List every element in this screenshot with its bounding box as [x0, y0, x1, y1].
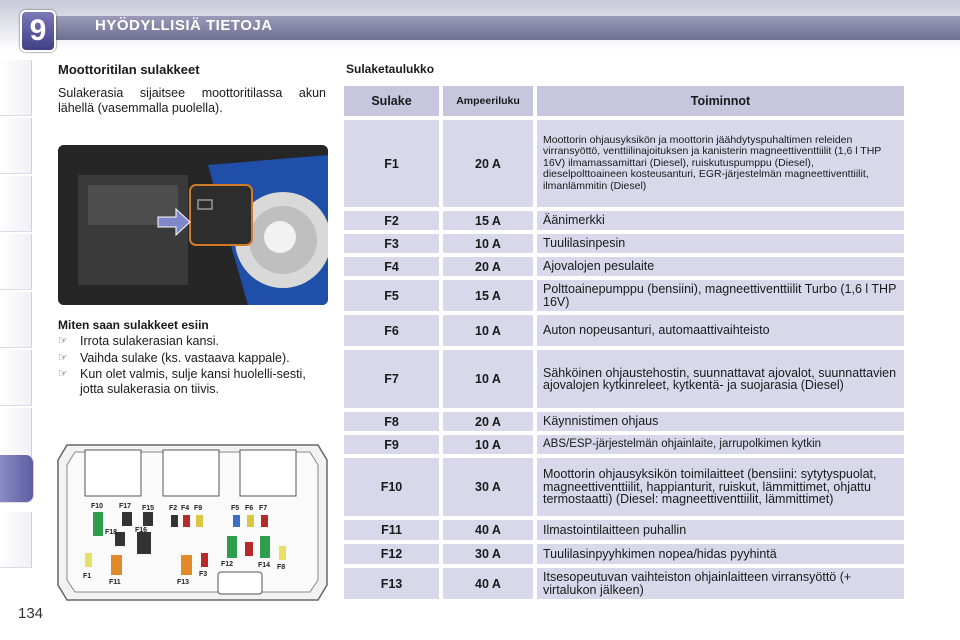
intro-paragraph: Sulakerasia sijaitsee moottoritilassa akun lähellä (vasemmalla puolella). [58, 86, 326, 115]
fuse-id: F8 [344, 412, 439, 431]
table-row [344, 257, 904, 276]
fuse-F6 [247, 515, 254, 527]
svg-text:F5: F5 [231, 505, 240, 512]
relay-slot-3 [240, 450, 296, 496]
fuse-amperage: 30 A [443, 458, 533, 516]
fuse-function: Itsesopeutuvan vaihteiston ohjainlaitteen virransyöttö (+ virtalukon jälkeen) [537, 568, 904, 599]
table-row [344, 568, 904, 599]
fuse-F13 [181, 555, 192, 575]
chapter-tab-5[interactable] [0, 292, 32, 348]
fuse-function: Käynnistimen ohjaus [537, 412, 904, 431]
header-amperage: Ampeeriluku [443, 86, 533, 116]
table-title: Sulaketaulukko [346, 62, 435, 76]
spare-slot [218, 572, 262, 594]
table-row [344, 412, 904, 431]
fuse-amperage: 20 A [443, 257, 533, 276]
relay-slot-2 [163, 450, 219, 496]
svg-text:F1: F1 [83, 573, 92, 580]
chapter-tab-6[interactable] [0, 350, 32, 406]
fuse-F15 [143, 512, 153, 526]
chapter-title: HYÖDYLLISIÄ TIETOJA [95, 17, 273, 34]
hand-pointer-icon: ☞ [58, 335, 68, 347]
fuse-id: F13 [344, 568, 439, 599]
table-row [344, 435, 904, 454]
fuse-function: Tuulilasinpyyhkimen nopea/hidas pyyhintä [537, 544, 904, 564]
chapter-tab-1[interactable] [0, 60, 32, 116]
fuse-amperage: 30 A [443, 544, 533, 564]
svg-text:F13: F13 [177, 579, 190, 586]
header-functions: Toiminnot [537, 86, 904, 116]
table-row [344, 520, 904, 540]
fuse-F2 [171, 515, 178, 527]
fuse-box-highlight [190, 185, 252, 245]
howto-step-1: ☞ Irrota sulakerasian kansi. [58, 334, 219, 348]
fuse-function: Ajovalojen pesulaite [537, 257, 904, 276]
svg-text:F8: F8 [277, 564, 286, 571]
fuse-F11 [111, 555, 122, 575]
table-row [344, 234, 904, 253]
hand-pointer-icon: ☞ [58, 368, 68, 380]
fuse-function: Polttoainepumppu (bensiini), magneettiventtiilit Turbo (1,6 l THP 16V) [537, 280, 904, 311]
svg-text:F3: F3 [199, 571, 208, 578]
header-fuse: Sulake [344, 86, 439, 116]
svg-text:F17: F17 [119, 503, 132, 510]
fuse-F12 [227, 536, 237, 558]
howto-step-2: ☞ Vaihda sulake (ks. vastaava kappale). [58, 350, 290, 365]
svg-text:F6: F6 [245, 505, 254, 512]
fuse-F3 [201, 553, 208, 567]
svg-text:F4: F4 [181, 505, 190, 512]
chapter-tab-4[interactable] [0, 234, 32, 290]
fuse-function: Äänimerkki [537, 211, 904, 230]
chapter-tab-10[interactable] [0, 512, 32, 568]
fuse-F5 [233, 515, 240, 527]
chapter-tab-3[interactable] [0, 176, 32, 232]
fuse-F4 [183, 515, 190, 527]
fuse-function: Sähköinen ohjaustehostin, suunnattavat ajovalot, suunnattavien ajovalojen kytkinreleet, kytkentä- ja suojarasia (Diesel) [537, 350, 904, 408]
howto-list [58, 334, 330, 398]
chapter-tabs [0, 60, 36, 580]
table-row [344, 458, 904, 516]
fuse-id: F3 [344, 234, 439, 253]
fuse-table [344, 86, 904, 603]
fuse-F7 [261, 515, 268, 527]
howto-step-3: ☞ Kun olet valmis, sulje kansi huolelli-sesti, jotta sulakerasia on tiivis. [58, 367, 306, 396]
svg-text:F10: F10 [91, 503, 104, 510]
svg-text:F16: F16 [135, 527, 148, 534]
fuse-amperage: 15 A [443, 280, 533, 311]
fuse-amperage: 10 A [443, 315, 533, 346]
table-row [344, 350, 904, 408]
fuse-id: F1 [344, 120, 439, 207]
engine-bay-photo [58, 145, 328, 305]
svg-text:F18: F18 [105, 529, 118, 536]
fuse-id: F12 [344, 544, 439, 564]
fuse-id: F11 [344, 520, 439, 540]
hand-pointer-icon: ☞ [58, 351, 68, 364]
svg-text:F15: F15 [142, 505, 155, 512]
chapter-tab-9-active[interactable] [0, 455, 34, 503]
svg-text:F11: F11 [109, 579, 121, 586]
svg-text:F14: F14 [258, 562, 271, 569]
fuse-amperage: 10 A [443, 435, 533, 454]
fuse-amperage: 40 A [443, 520, 533, 540]
fuse-amperage: 20 A [443, 120, 533, 207]
table-row [344, 315, 904, 346]
table-row [344, 544, 904, 564]
fuse-id: F9 [344, 435, 439, 454]
svg-text:F2: F2 [169, 505, 178, 512]
fuse-amperage: 10 A [443, 350, 533, 408]
table-header-row [344, 86, 904, 116]
fuse-id: F5 [344, 280, 439, 311]
engine-bay-illustration [58, 145, 328, 305]
table-row [344, 120, 904, 207]
fuse-box-diagram [55, 440, 330, 605]
fuse-F9 [196, 515, 203, 527]
svg-text:F7: F7 [259, 505, 268, 512]
fuse-function: Moottorin ohjausyksikön ja moottorin jäähdytyspuhaltimen releiden virransyöttö, venttiilinajoituksen ja kanisterin magneettiventtiilit (1,6 l THP 16V) ilmamassamittari (Diesel), ruiskutuspumppu (Diesel), dieselpolttoaineen kosteusanturi, EGR-järjestelmän magneettiventtiilit, ilmanlämmitin (Diesel) [537, 120, 904, 207]
chapter-tab-2[interactable] [0, 118, 32, 174]
fuse-F14 [260, 536, 270, 558]
chapter-number-badge: 9 [20, 10, 56, 52]
fuse-amperage: 20 A [443, 412, 533, 431]
fuse-amperage: 40 A [443, 568, 533, 599]
fuse-function: Auton nopeusanturi, automaattivaihteisto [537, 315, 904, 346]
table-row [344, 280, 904, 311]
fuse-function: Moottorin ohjausyksikön toimilaitteet (bensiini: sytytyspuolat, magneettiventtiilit, happianturit, ruiskut, lämmittimet, ohjattu termostaatti) (Diesel: magneettiventtiilit, lämmittimet) [537, 458, 904, 516]
fuse-id: F7 [344, 350, 439, 408]
table-row [344, 211, 904, 230]
fuse-F16 [137, 532, 151, 554]
svg-text:F9: F9 [194, 505, 203, 512]
fuse-function: Ilmastointilaitteen puhallin [537, 520, 904, 540]
fuse-id: F10 [344, 458, 439, 516]
fuse-F1 [85, 553, 92, 567]
fuse-function: Tuulilasinpesin [537, 234, 904, 253]
relay-slot-1 [85, 450, 141, 496]
page-number: 134 [18, 605, 44, 622]
fuse-id: F2 [344, 211, 439, 230]
svg-text:F12: F12 [221, 561, 234, 568]
fuse-id: F6 [344, 315, 439, 346]
fuse-amperage: 15 A [443, 211, 533, 230]
fuse-F17 [122, 512, 132, 526]
fuse-F10 [93, 512, 103, 536]
fuse-function: ABS/ESP-järjestelmän ohjainlaite, jarrupolkimen kytkin [537, 435, 904, 454]
fuse-F8 [279, 546, 286, 560]
howto-title: Miten saan sulakkeet esiin [58, 318, 209, 332]
fuse-amperage: 10 A [443, 234, 533, 253]
section-title: Moottoritilan sulakkeet [58, 62, 200, 77]
fuse-id: F4 [344, 257, 439, 276]
